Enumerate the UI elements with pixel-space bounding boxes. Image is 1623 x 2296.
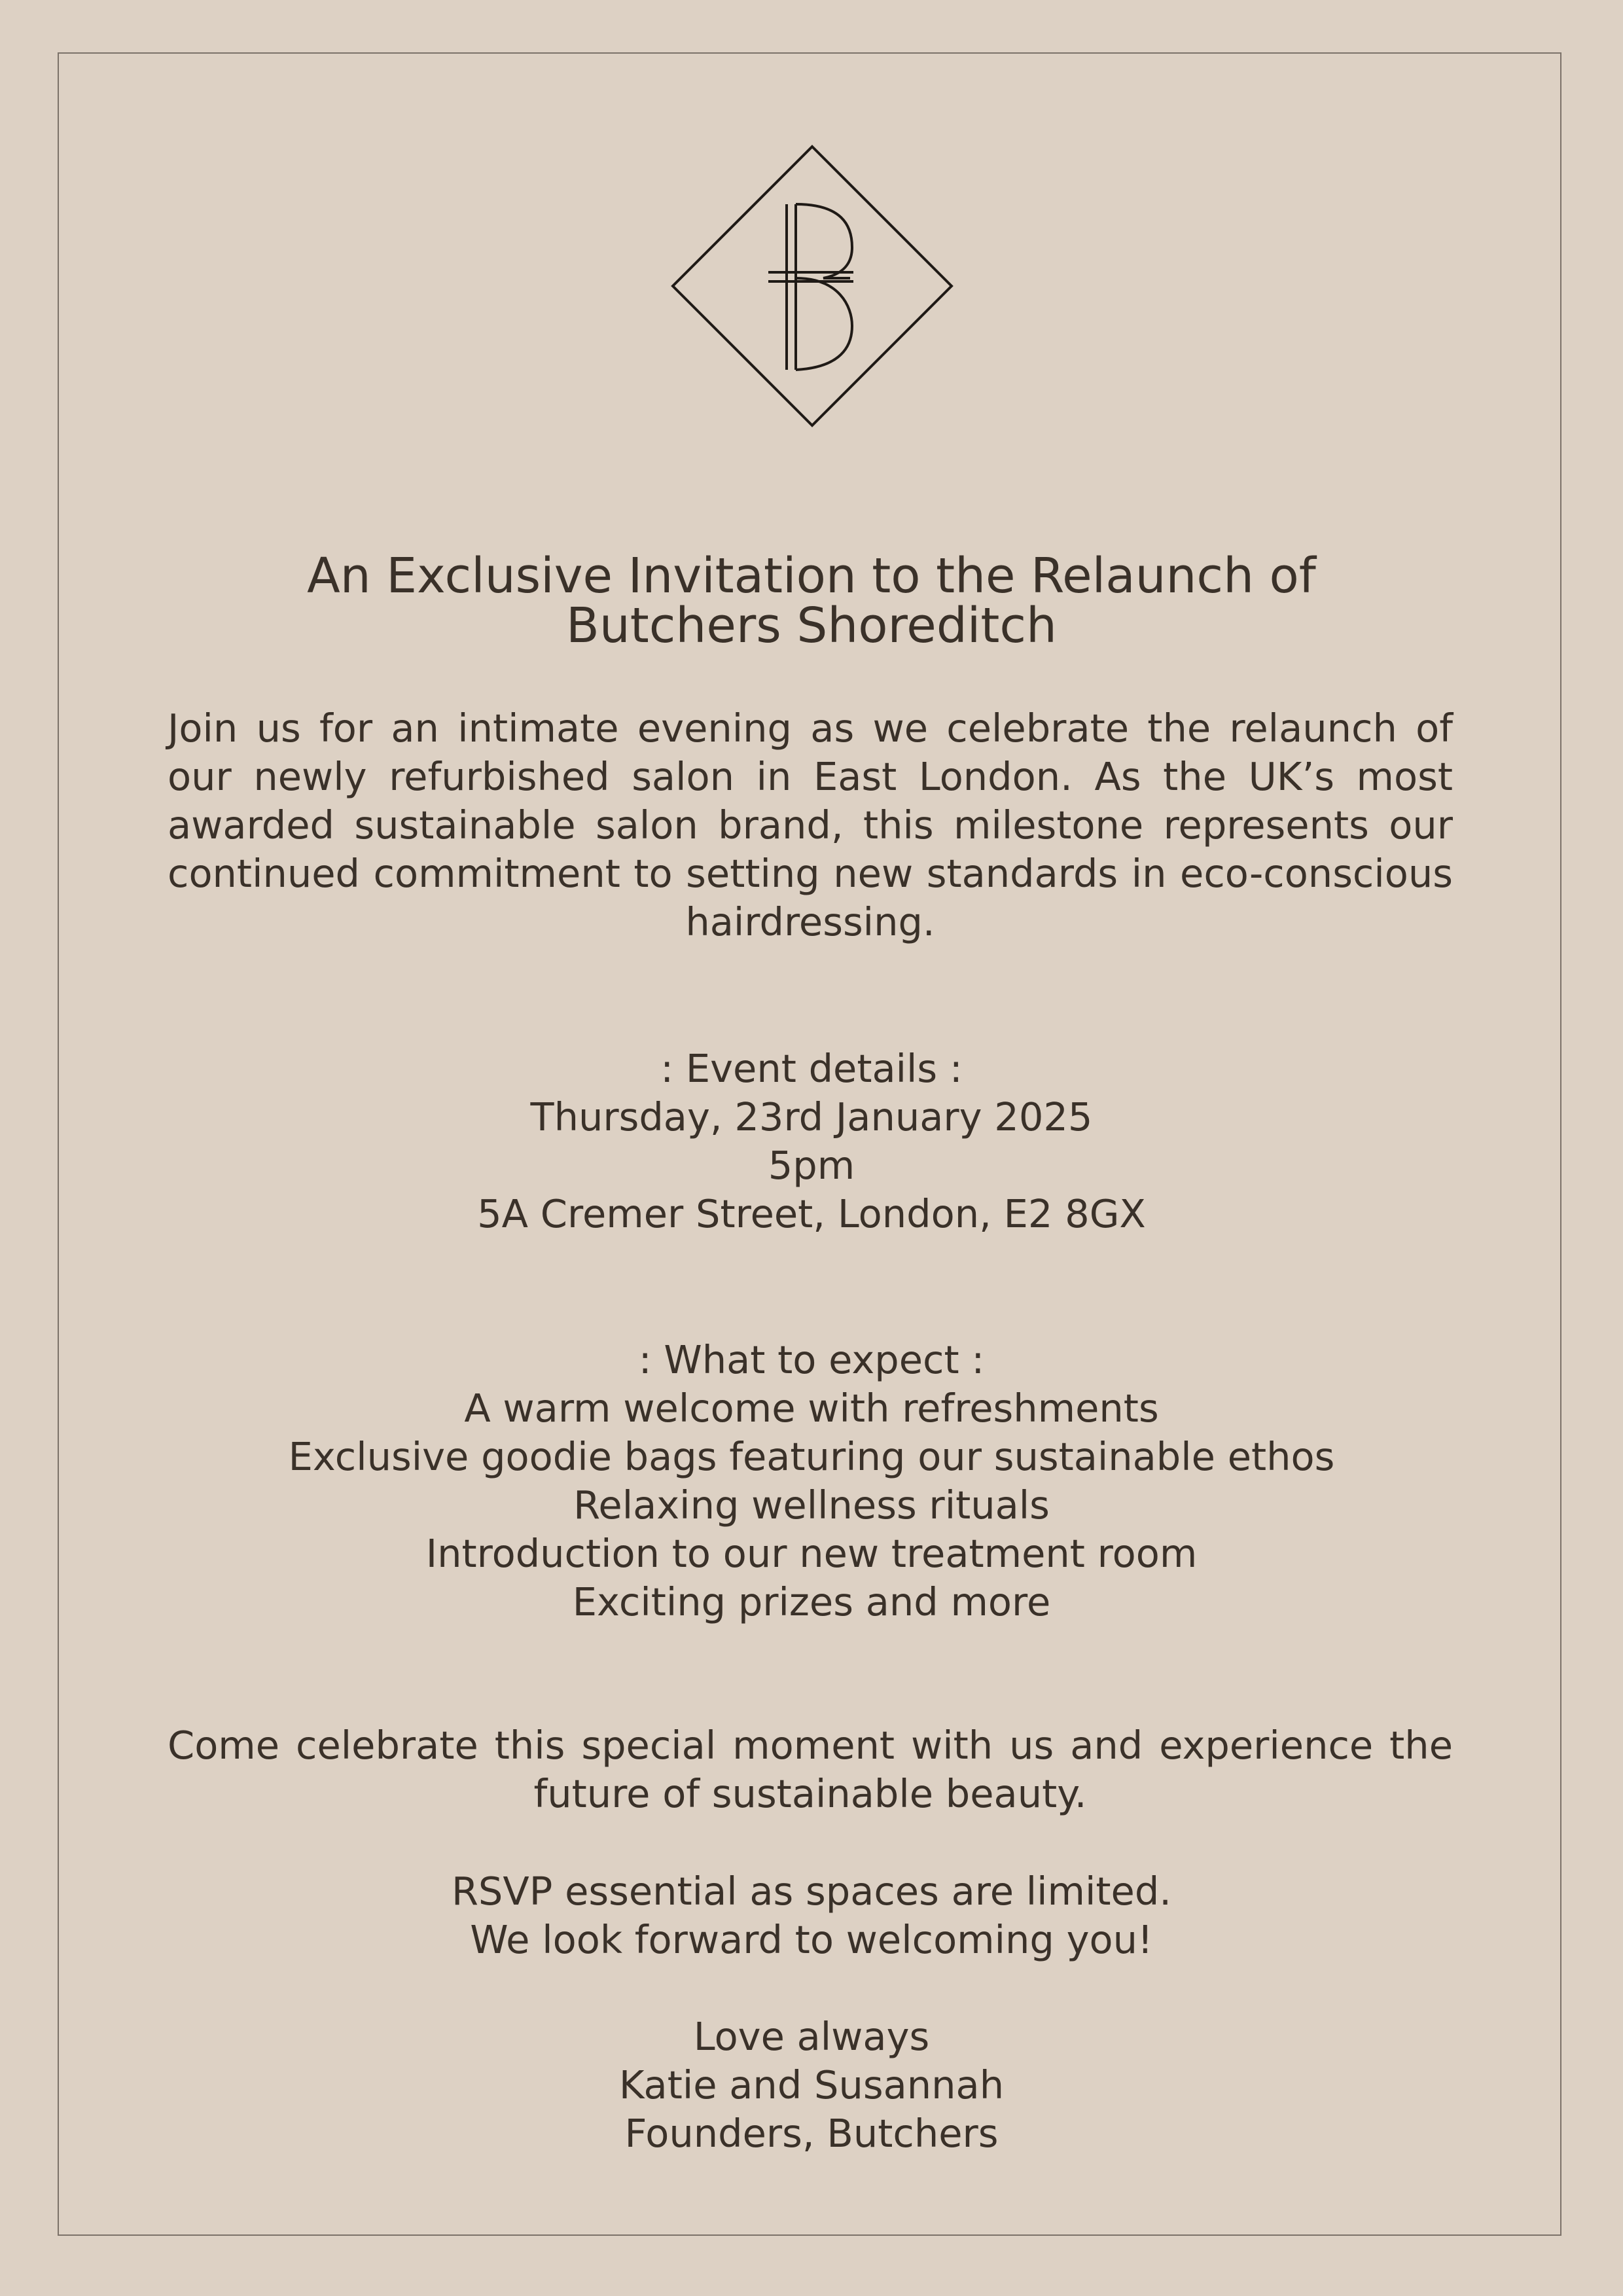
expect-item: A warm welcome with refreshments xyxy=(464,1386,1159,1431)
signoff-title: Founders, Butchers xyxy=(624,2111,999,2156)
invitation-heading xyxy=(131,548,1492,654)
event-address: 5A Cremer Street, London, E2 8GX xyxy=(477,1191,1146,1236)
signoff-greeting: Love always xyxy=(693,2014,930,2059)
expect-item: Exclusive goodie bags featuring our sustainable ethos xyxy=(288,1434,1335,1479)
event-date: Thursday, 23rd January 2025 xyxy=(530,1094,1093,1139)
closing-paragraph: Come celebrate this special moment with us and experience the future of sustainable beauty. xyxy=(168,1723,1453,1816)
event-details-title: : Event details : xyxy=(660,1046,963,1091)
what-to-expect-section xyxy=(131,1336,1492,1626)
signoff-names: Katie and Susannah xyxy=(618,2062,1005,2108)
heading-line-2: Butchers Shoreditch xyxy=(566,598,1057,654)
expect-item: Exciting prizes and more xyxy=(572,1579,1051,1624)
intro-paragraph: Join us for an intimate evening as we celebrate the relaunch of our newly refurbished salon in East London. As the UK’s most awarded sustainable salon brand, this milestone represents our continued commitment to setting new standards in eco-conscious hairdressing. xyxy=(168,706,1453,944)
expect-item: Relaxing wellness rituals xyxy=(573,1482,1050,1528)
signoff-section xyxy=(131,2013,1492,2158)
event-details-section xyxy=(131,1045,1492,1238)
rsvp-line-2: We look forward to welcoming you! xyxy=(470,1917,1153,1962)
expect-item: Introduction to our new treatment room xyxy=(425,1531,1198,1576)
event-time: 5pm xyxy=(768,1143,855,1188)
what-to-expect-title: : What to expect : xyxy=(638,1337,985,1382)
rsvp-section xyxy=(131,1867,1492,1964)
butchers-logo-icon xyxy=(670,144,954,428)
heading-line-1: An Exclusive Invitation to the Relaunch of xyxy=(307,548,1316,604)
rsvp-line-1: RSVP essential as spaces are limited. xyxy=(451,1869,1172,1914)
